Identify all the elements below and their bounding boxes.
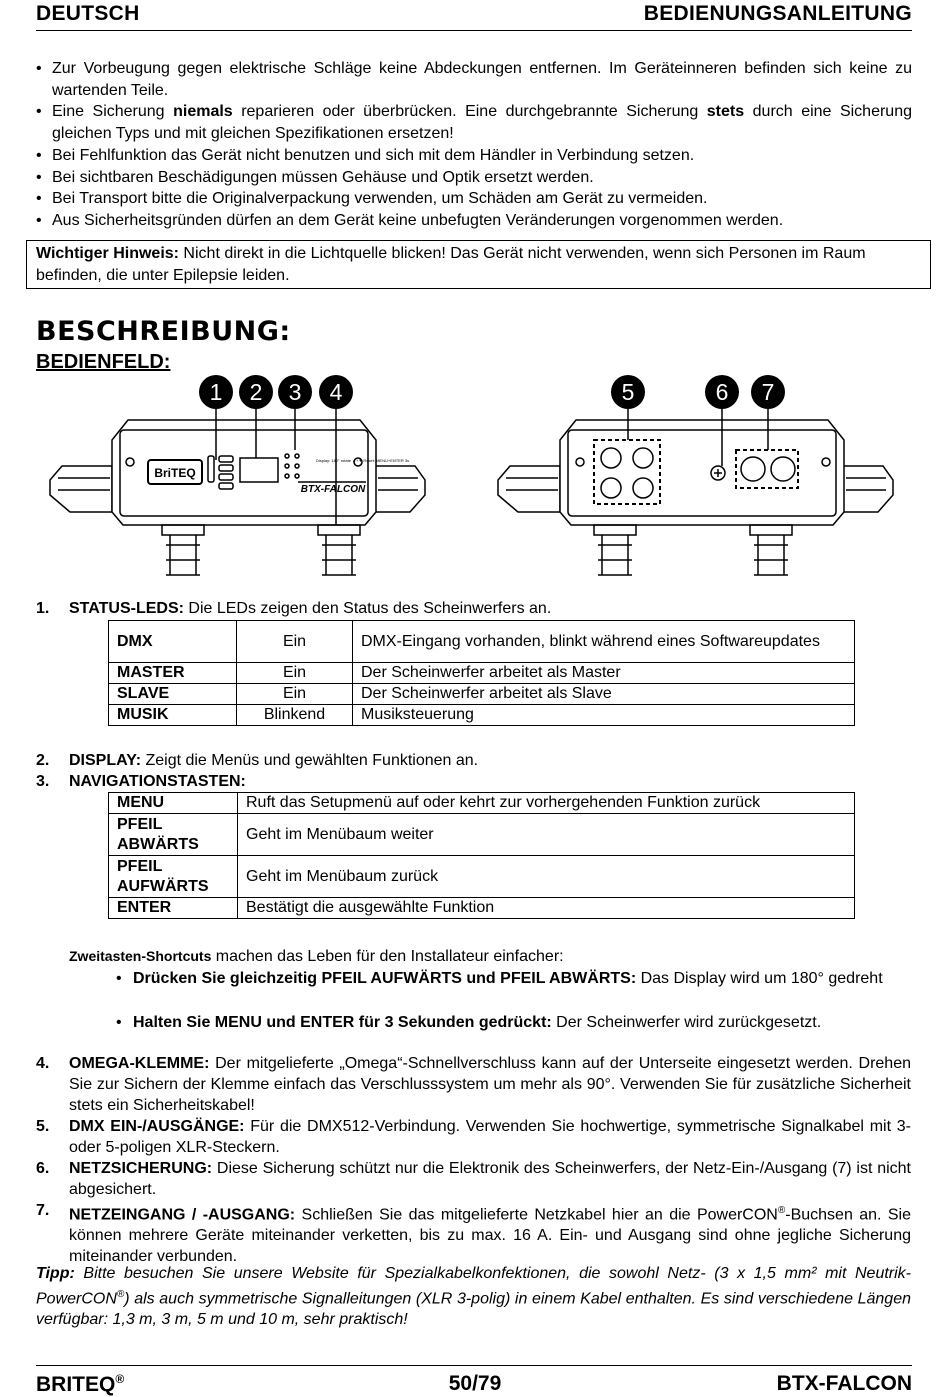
svg-text:5: 5 (621, 379, 635, 405)
footer-model: BTX-FALCON (776, 1372, 912, 1395)
important-notice-box (26, 240, 931, 289)
shortcut-reset: • Halten Sie MENU und ENTER für 3 Sekunden gedrückt: Der Scheinwerfer wird zurückgesetzt. (133, 1012, 893, 1033)
callout-1 (199, 375, 233, 409)
svg-text:6: 6 (715, 379, 729, 405)
notice-text: Nicht direkt in die Lichtquelle blicken! Das Gerät nicht verwenden, wenn sich Personen im Raum befinden, die unter Epilepsie leiden. (36, 245, 866, 284)
header-doc-title: BEDIENUNGSANLEITUNG (643, 2, 912, 25)
item-status-leds: 1. STATUS-LEDS: Die LEDs zeigen den Status des Scheinwerfers an. (36, 600, 552, 617)
table-row: ENTER Bestätigt die ausgewählte Funktion (109, 898, 855, 919)
list-item: • Bei sichtbaren Beschädigungen müssen Gehäuse und Optik ersetzt werden. (36, 167, 912, 189)
panel-label: Display: 180° rotate ▲+▼ Reset: MENU+ENTER 3s (316, 458, 410, 463)
front-panel-drawing (50, 408, 425, 575)
list-item: • Bei Transport bitte die Originalverpackung verwenden, um Schäden am Gerät zu vermeiden. (36, 188, 912, 210)
svg-text:2: 2 (249, 379, 263, 405)
svg-text:1: 1 (209, 379, 223, 405)
control-panel-figure (0, 370, 950, 605)
callout-2 (239, 375, 273, 409)
list-item: • Aus Sicherheitsgründen dürfen an dem Gerät keine unbefugten Veränderungen vorgenommen werden. (36, 210, 912, 232)
safety-list (36, 58, 912, 232)
list-item: • Zur Vorbeugung gegen elektrische Schläge keine Abdeckungen entfernen. Im Geräteinneren befinden sich keine zu wartenden Teile. (36, 58, 912, 101)
callout-3 (278, 375, 312, 409)
footer-page-number: 50/79 (448, 1372, 502, 1395)
led-status-table (108, 620, 855, 726)
table-row: MUSIK Blinkend Musiksteuerung (109, 705, 855, 726)
svg-text:4: 4 (329, 379, 343, 405)
header-language: DEUTSCH (36, 2, 140, 25)
svg-text:3: 3 (288, 379, 302, 405)
table-row: PFEIL AUFWÄRTS Geht im Menübaum zurück (109, 856, 855, 898)
item-power-io: 7. NETZEINGANG / -AUSGANG: Schließen Sie das mitgelieferte Netzkabel hier an die PowerCON®-Buchsen an. Sie können mehrere Geräte miteinander verketten, bis zu max. 16 A. Ein- und Ausgang sind ohne jegliche Sicherung miteinander verbunden. (36, 1202, 912, 1266)
rear-panel-drawing (498, 408, 893, 575)
svg-text:7: 7 (761, 379, 775, 405)
list-item: • Eine Sicherung niemals reparieren oder überbrücken. Eine durchgebrannte Sicherung stets durch eine Sicherung gleichen Typs und mit gleichen Spezifikationen ersetzen! (36, 101, 912, 144)
footer-rule (36, 1365, 912, 1366)
item-omega-clamp: 4. OMEGA-KLEMME: Der mitgelieferte „Omega“-Schnellverschluss kann auf der Unterseite eingesetzt werden. Drehen Sie zur Sichern der Klemme einfach das Verschlusssystem um mehr als 90°. Verwenden Sie für zusätzliche Sicherheit stets ein Sicherheitskabel! (36, 1055, 911, 1114)
model-logo-on-device: BTX-FALCON (300, 484, 366, 495)
footer-brand: BRITEQ® (36, 1372, 125, 1396)
brand-logo-on-device: BriTEQ (154, 466, 196, 480)
item-display: 2. DISPLAY: Zeigt die Menüs und gewählten Funktionen an. (36, 752, 479, 769)
shortcut-rotate-display: • Drücken Sie gleichzeitig PFEIL AUFWÄRTS und PFEIL ABWÄRTS: Das Display wird um 180° gedreht (133, 968, 893, 989)
table-row: SLAVE Ein Der Scheinwerfer arbeitet als Slave (109, 684, 855, 705)
table-row: MENU Ruft das Setupmenü auf oder kehrt zur vorhergehenden Funktion zurück (109, 793, 855, 814)
list-item: • Bei Fehlfunktion das Gerät nicht benutzen und sich mit dem Händler in Verbindung setzen. (36, 145, 912, 167)
header-rule (36, 30, 912, 31)
notice-label: Wichtiger Hinweis: (36, 245, 179, 262)
item-fuse: 6. NETZSICHERUNG: Diese Sicherung schützt nur die Elektronik des Scheinwerfers, der Netz-Ein-/Ausgang (7) ist nicht abgesichert. (36, 1160, 911, 1198)
subsection-title: BEDIENFELD: (36, 351, 171, 373)
callout-4 (319, 375, 353, 409)
table-row: PFEIL ABWÄRTS Geht im Menübaum weiter (109, 814, 855, 856)
item-dmx-io: 5. DMX EIN-/AUSGÄNGE: Für die DMX512-Verbindung. Verwenden Sie hochwertige, symmetrische Signalkabel mit 3- oder 5-poligen XLR-Steckern. (36, 1118, 911, 1156)
navigation-keys-table (108, 792, 855, 919)
item-navigation-keys: 3. NAVIGATIONSTASTEN: (36, 773, 246, 790)
table-row: MASTER Ein Der Scheinwerfer arbeitet als Master (109, 663, 855, 684)
table-row: DMX Ein DMX-Eingang vorhanden, blinkt während eines Softwareupdates (109, 621, 855, 663)
shortcuts-intro: Zweitasten-Shortcuts machen das Leben für den Installateur einfacher: (69, 948, 564, 965)
callout-7 (751, 375, 785, 409)
section-title: BESCHREIBUNG: (36, 316, 291, 347)
callout-5 (611, 375, 645, 409)
callout-6 (705, 375, 739, 409)
tip-paragraph: Tipp: Bitte besuchen Sie unsere Website für Spezialkabelkonfektionen, die sowohl Netz- (3 x 1,5 mm² mit Neutrik-PowerCON®) als auch symmetrische Signalleitungen (XLR 3-polig) in einem Kabel enthalten. Es sind verschiedene Längen verfügbar: 1,3 m, 3 m, 5 m und 10 m, sehr praktisch! (36, 1265, 911, 1329)
